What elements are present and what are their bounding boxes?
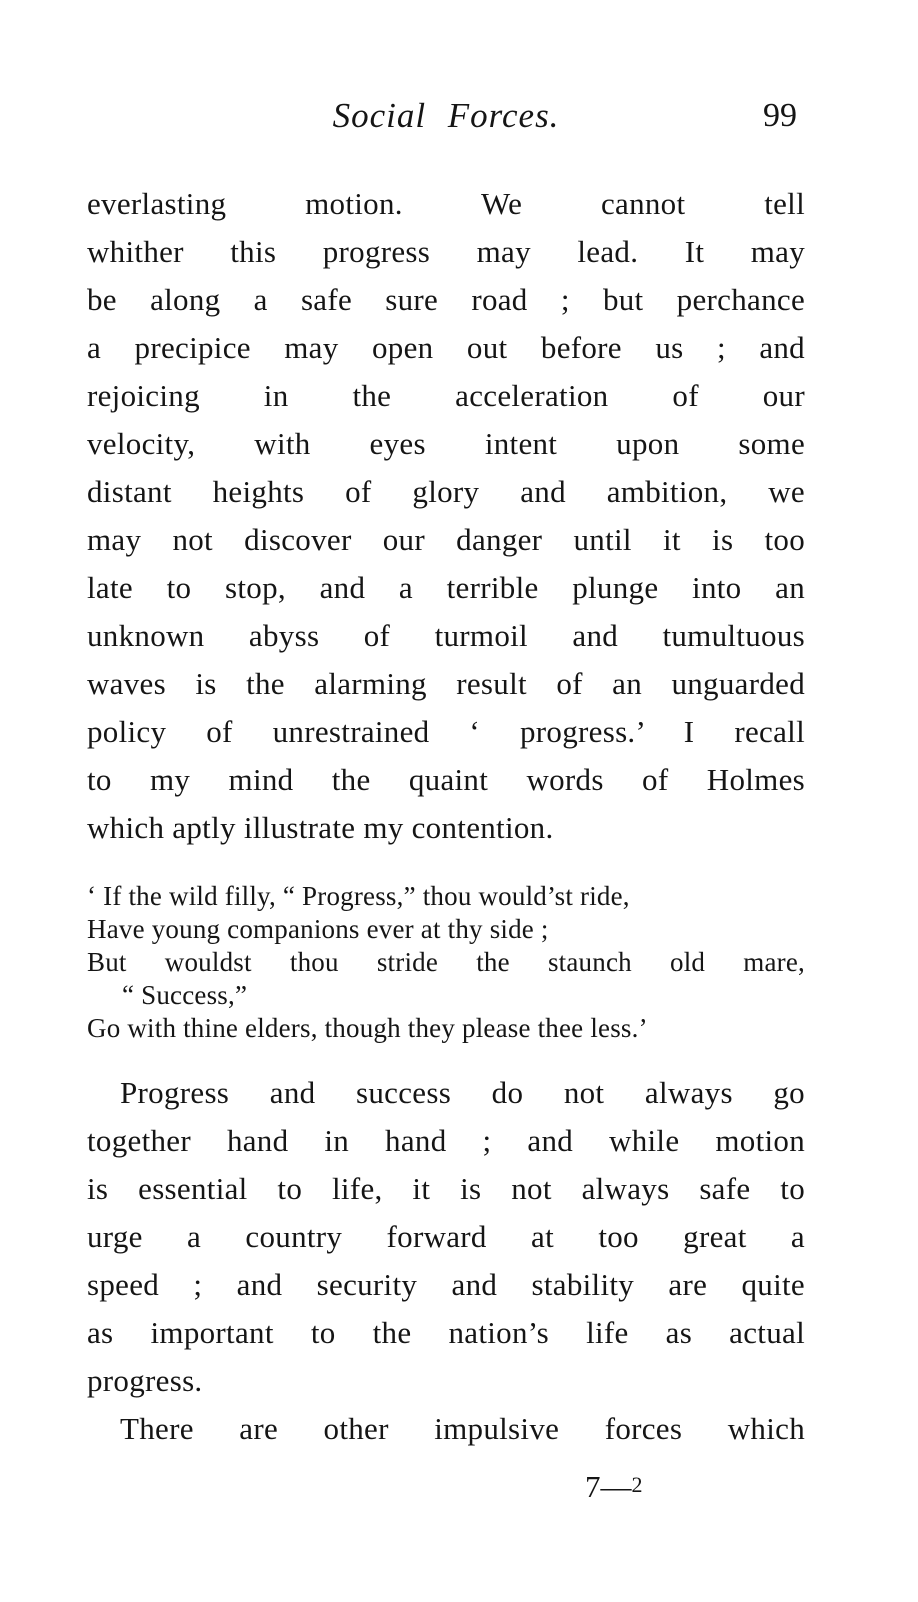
verse-line: Go with thine elders, though they please thee less.’ xyxy=(87,1013,648,1043)
verse-line: But wouldst thou stride the staunch old mare, xyxy=(87,947,805,977)
verse-line: ‘ If the wild filly, “ Progress,” thou would’st ride, xyxy=(87,881,630,911)
text-line: policy of unrestrained ‘ progress.’ I recall xyxy=(87,714,805,749)
running-title: Social Forces. xyxy=(332,96,560,135)
text-line: unknown abyss of turmoil and tumultuous xyxy=(87,618,805,653)
text-line: be along a safe sure road ; but perchance xyxy=(87,282,805,317)
text-line: which aptly illustrate my contention. xyxy=(87,810,554,845)
text-line: is essential to life, it is not always safe to xyxy=(87,1171,805,1206)
text-line: as important to the nation’s life as actual xyxy=(87,1315,805,1350)
page-header xyxy=(87,0,805,138)
text-line: to my mind the quaint words of Holmes xyxy=(87,762,805,797)
text-line: distant heights of glory and ambition, we xyxy=(87,474,805,509)
text-line: rejoicing in the acceleration of our xyxy=(87,378,805,413)
verse-line: Have young companions ever at thy side ; xyxy=(87,914,549,944)
text-line: late to stop, and a terrible plunge into an xyxy=(87,570,805,605)
text-line: together hand in hand ; and while motion xyxy=(87,1123,805,1158)
paragraph-2 xyxy=(87,1069,805,1405)
page-number: 99 xyxy=(763,97,797,134)
text-line: a precipice may open out before us ; and xyxy=(87,330,805,365)
text-line: waves is the alarming result of an unguarded xyxy=(87,666,805,701)
paragraph-1 xyxy=(87,180,805,852)
paragraph-3 xyxy=(87,1405,805,1453)
text-line: velocity, with eyes intent upon some xyxy=(87,426,805,461)
signature-mark-number: 7— xyxy=(585,1469,632,1504)
text-line: speed ; and security and stability are quite xyxy=(87,1267,805,1302)
text-line: Progress and success do not always go xyxy=(120,1075,805,1110)
text-line: progress. xyxy=(87,1363,203,1398)
text-line: whither this progress may lead. It may xyxy=(87,234,805,269)
signature-mark xyxy=(87,1465,805,1507)
text-line: everlasting motion. We cannot tell xyxy=(87,186,805,221)
text-line: urge a country forward at too great a xyxy=(87,1219,805,1254)
verse-quote xyxy=(87,880,805,1045)
verse-line: “ Success,” xyxy=(122,980,248,1010)
signature-mark-superior: 2 xyxy=(631,1472,643,1497)
text-line: There are other impulsive forces which xyxy=(120,1411,805,1446)
text-line: may not discover our danger until it is too xyxy=(87,522,805,557)
